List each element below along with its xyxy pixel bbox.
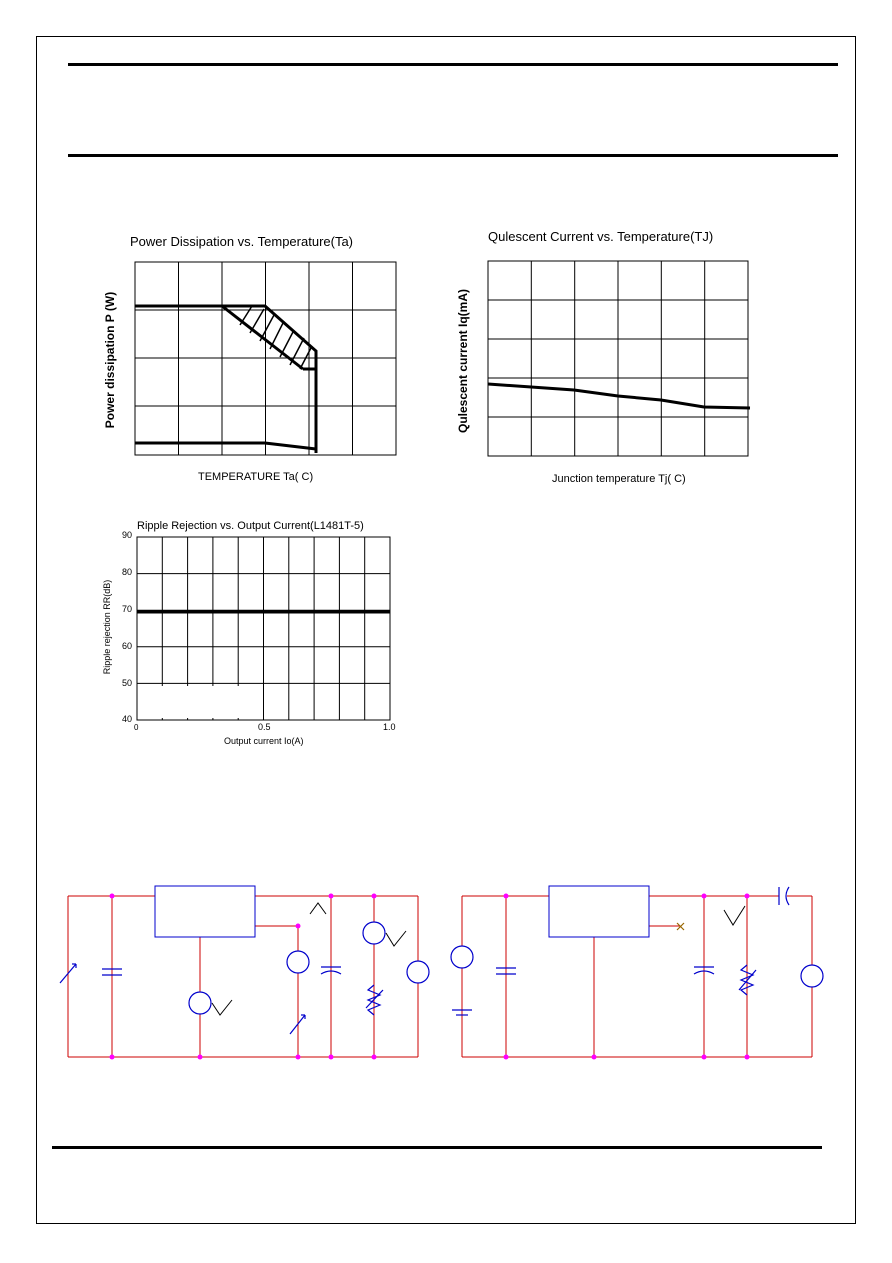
chart3-title: Ripple Rejection vs. Output Current(L1481T-5) bbox=[137, 520, 364, 532]
chart2-title: Qulescent Current vs. Temperature(TJ) bbox=[488, 229, 714, 244]
chart3-xtick-05: 0.5 bbox=[258, 722, 271, 732]
load-circle-2 bbox=[801, 965, 823, 987]
chart3-xtick-10: 1.0 bbox=[383, 722, 396, 732]
chart3-ytick-90: 90 bbox=[122, 530, 133, 540]
chart3-ytick-50: 50 bbox=[122, 678, 133, 688]
chart3-ytick-70: 70 bbox=[122, 604, 133, 614]
chart3-ytick-40: 40 bbox=[122, 714, 133, 724]
chart3-ylabel: Ripple rejection RR(dB) bbox=[102, 579, 112, 675]
regulator-block-2 bbox=[549, 886, 649, 937]
chart2-xlabel: Junction temperature Tj( C) bbox=[552, 473, 686, 485]
source-circle bbox=[451, 946, 473, 968]
chart3-xtick-0: 0 bbox=[134, 723, 139, 732]
chart3-ytick-80: 80 bbox=[122, 567, 133, 577]
chart2-ylabel: Qulescent current Iq(mA) bbox=[456, 288, 470, 434]
chart3-ytick-60: 60 bbox=[122, 641, 133, 651]
chart1-title: Power Dissipation vs. Temperature(Ta) bbox=[130, 234, 354, 249]
chart3-xlabel: Output current Io(A) bbox=[224, 736, 304, 746]
chart1-xlabel: TEMPERATURE Ta( C) bbox=[198, 471, 314, 483]
chart1-ylabel: Power dissipation P (W) bbox=[103, 291, 117, 429]
